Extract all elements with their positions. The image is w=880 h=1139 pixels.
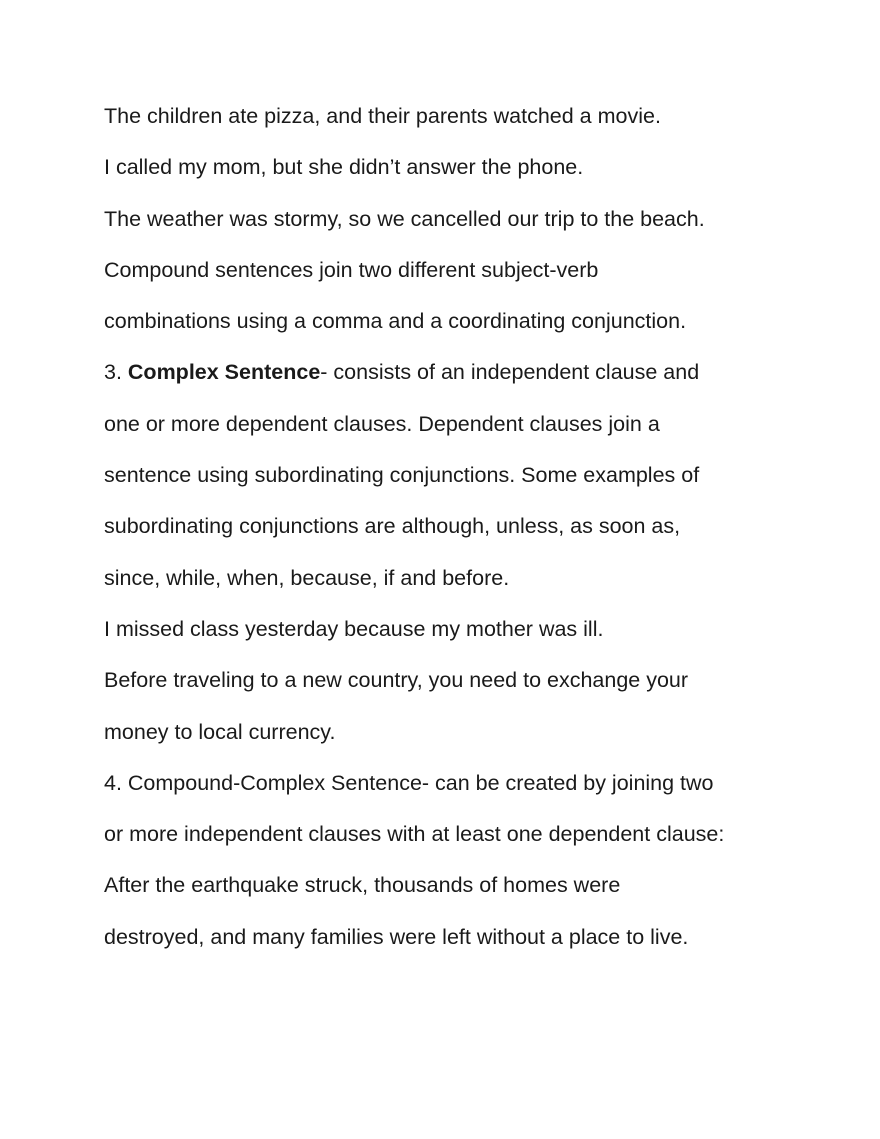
body-text-line: Compound sentences join two different subject-verb [104,257,599,282]
compound-complex-heading: 4. Compound-Complex Sentence- can be created by joining two [104,770,714,795]
list-number: 3. [104,360,128,385]
example-sentence: The children ate pizza, and their parents watched a movie. [104,104,661,128]
body-text-line: sentence using subordinating conjunctions. Some examples of [104,463,700,488]
body-text-line: since, while, when, because, if and before. [104,565,510,590]
definition-text: - consists of an independent clause and [320,360,700,385]
complex-sentence-heading [104,359,880,410]
body-text-line: one or more dependent clauses. Dependent clauses join a [104,411,660,436]
example-sentence: Before traveling to a new country, you need to exchange your [104,668,689,693]
example-sentence: I called my mom, but she didn’t answer the phone. [104,155,584,180]
example-sentence: I missed class yesterday because my mother was ill. [104,616,604,641]
example-sentence: The weather was stormy, so we cancelled our trip to the beach. [104,206,705,231]
example-sentence: After the earthquake struck, thousands of homes were [104,873,621,898]
body-text-line: combinations using a comma and a coordinating conjunction. [104,309,687,334]
body-text-line: or more independent clauses with at least one dependent clause: [104,822,725,847]
example-sentence: destroyed, and many families were left without a place to live. [104,924,689,949]
term-bold: Complex Sentence [127,360,321,385]
example-sentence: money to local currency. [104,719,336,744]
body-text-line: subordinating conjunctions are although, unless, as soon as, [104,514,681,539]
